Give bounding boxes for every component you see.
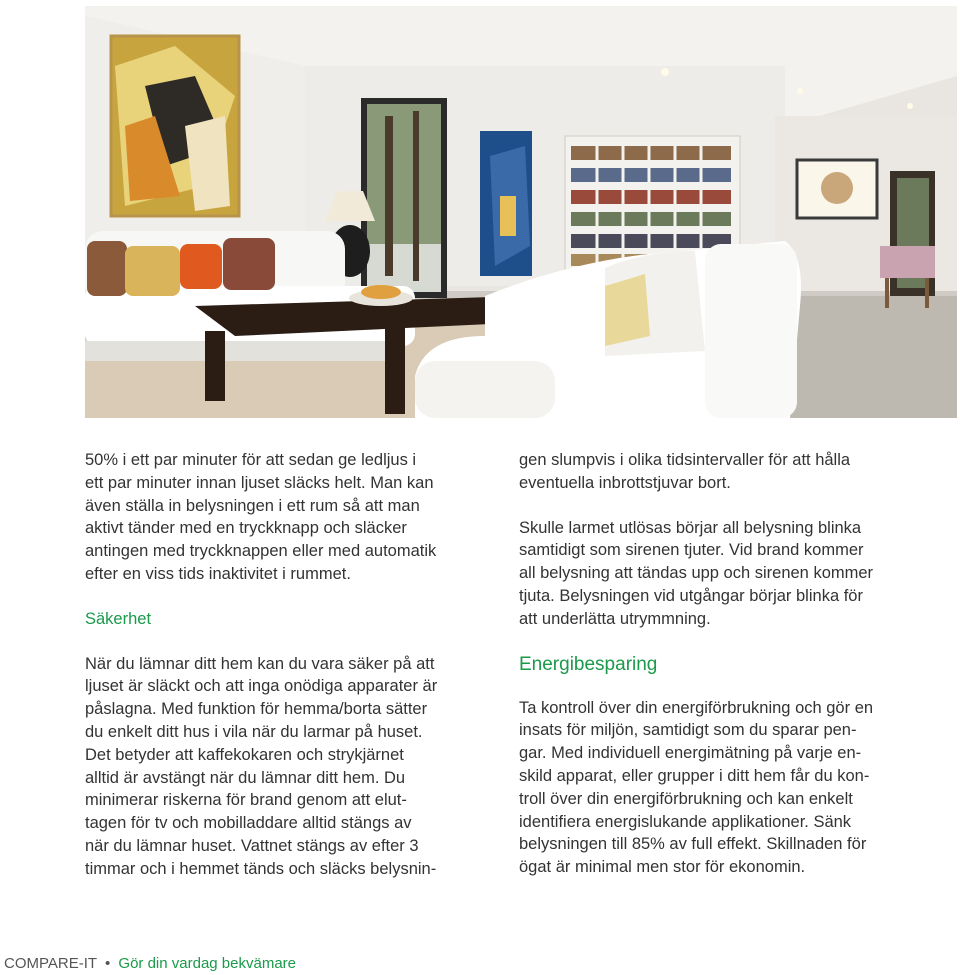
security-line: timmar och i hemmet tänds och släcks belysnin- xyxy=(85,859,437,878)
energy-line: troll över din energiförbrukning och kan enkelt xyxy=(519,789,853,808)
intro-line: antingen med tryckknappen eller med automatik xyxy=(85,542,437,561)
alarm-line: samtidigt som sirenen tjuter. Vid brand kommer xyxy=(519,541,864,560)
right-column xyxy=(519,449,919,879)
alarm-paragraph xyxy=(519,517,919,631)
energy-line: belysningen till 85% av full effekt. Skillnaden för xyxy=(519,835,867,854)
intro-line: ett par minuter innan ljuset släcks helt. Man kan xyxy=(85,473,434,492)
footer-tagline: Gör din vardag bekvämare xyxy=(118,955,296,972)
alarm-line: all belysning att tändas upp och sirenen kommer xyxy=(519,564,874,583)
footer-brand: COMPARE-IT xyxy=(4,955,97,972)
security-heading: Säkerhet xyxy=(85,609,152,628)
energy-line: skild apparat, eller grupper i ditt hem får du kon- xyxy=(519,766,870,785)
energy-line: Ta kontroll över din energiförbrukning och gör en xyxy=(519,698,874,717)
intro-line: efter en viss tids inaktivitet i rummet. xyxy=(85,564,351,583)
energy-line: ögat är minimal men stor för ekonomin. xyxy=(519,858,806,877)
alarm-line: att underlätta utrymmning. xyxy=(519,609,711,628)
energy-line: identifiera energislukande applikationer. Sänk xyxy=(519,812,852,831)
security-line: minimerar riskerna för brand genom att elut- xyxy=(85,791,407,810)
footer-bullet: • xyxy=(104,955,111,972)
security-line: när du lämnar huset. Vattnet stängs av efter 3 xyxy=(85,836,419,855)
security-line: påslagna. Med funktion för hemma/borta sätter xyxy=(85,700,428,719)
page-footer xyxy=(4,954,296,974)
security-line: När du lämnar ditt hem kan du vara säker på att xyxy=(85,654,435,673)
intro-line: 50% i ett par minuter för att sedan ge ledljus i xyxy=(85,451,417,469)
security-paragraph xyxy=(85,653,485,881)
energy-paragraph xyxy=(519,697,919,879)
intro-line: även ställa in belysningen i ett rum så att man xyxy=(85,496,420,515)
alarm-line: Skulle larmet utlösas börjar all belysning blinka xyxy=(519,518,862,537)
living-room-photo xyxy=(85,6,957,418)
alarm-line: tjuta. Belysningen vid utgångar börjar blinka för xyxy=(519,586,863,605)
security-line: ljuset är släckt och att inga onödiga apparater är xyxy=(85,677,438,696)
energy-heading: Energibesparing xyxy=(519,653,658,675)
security-line: Det betyder att kaffekokaren och strykjärnet xyxy=(85,745,404,764)
continued-paragraph xyxy=(519,449,919,495)
intro-paragraph xyxy=(85,449,485,586)
continued-line: gen slumpvis i olika tidsintervaller för att hålla xyxy=(519,451,851,469)
living-room-photo-icon xyxy=(85,6,957,418)
energy-line: gar. Med individuell energimätning på varje en- xyxy=(519,744,862,763)
intro-line: aktivt tänder med en tryckknapp och släcker xyxy=(85,519,407,538)
security-line: alltid är avstängt när du lämnar ditt hem. Du xyxy=(85,768,406,787)
continued-line: eventuella inbrottstjuvar bort. xyxy=(519,473,731,492)
security-line: tagen för tv och mobilladdare alltid stängs av xyxy=(85,814,412,833)
security-line: du enkelt ditt hus i vila när du larmar på huset. xyxy=(85,722,423,741)
energy-line: insats för miljön, samtidigt som du sparar pen- xyxy=(519,721,857,740)
left-column xyxy=(85,449,485,881)
